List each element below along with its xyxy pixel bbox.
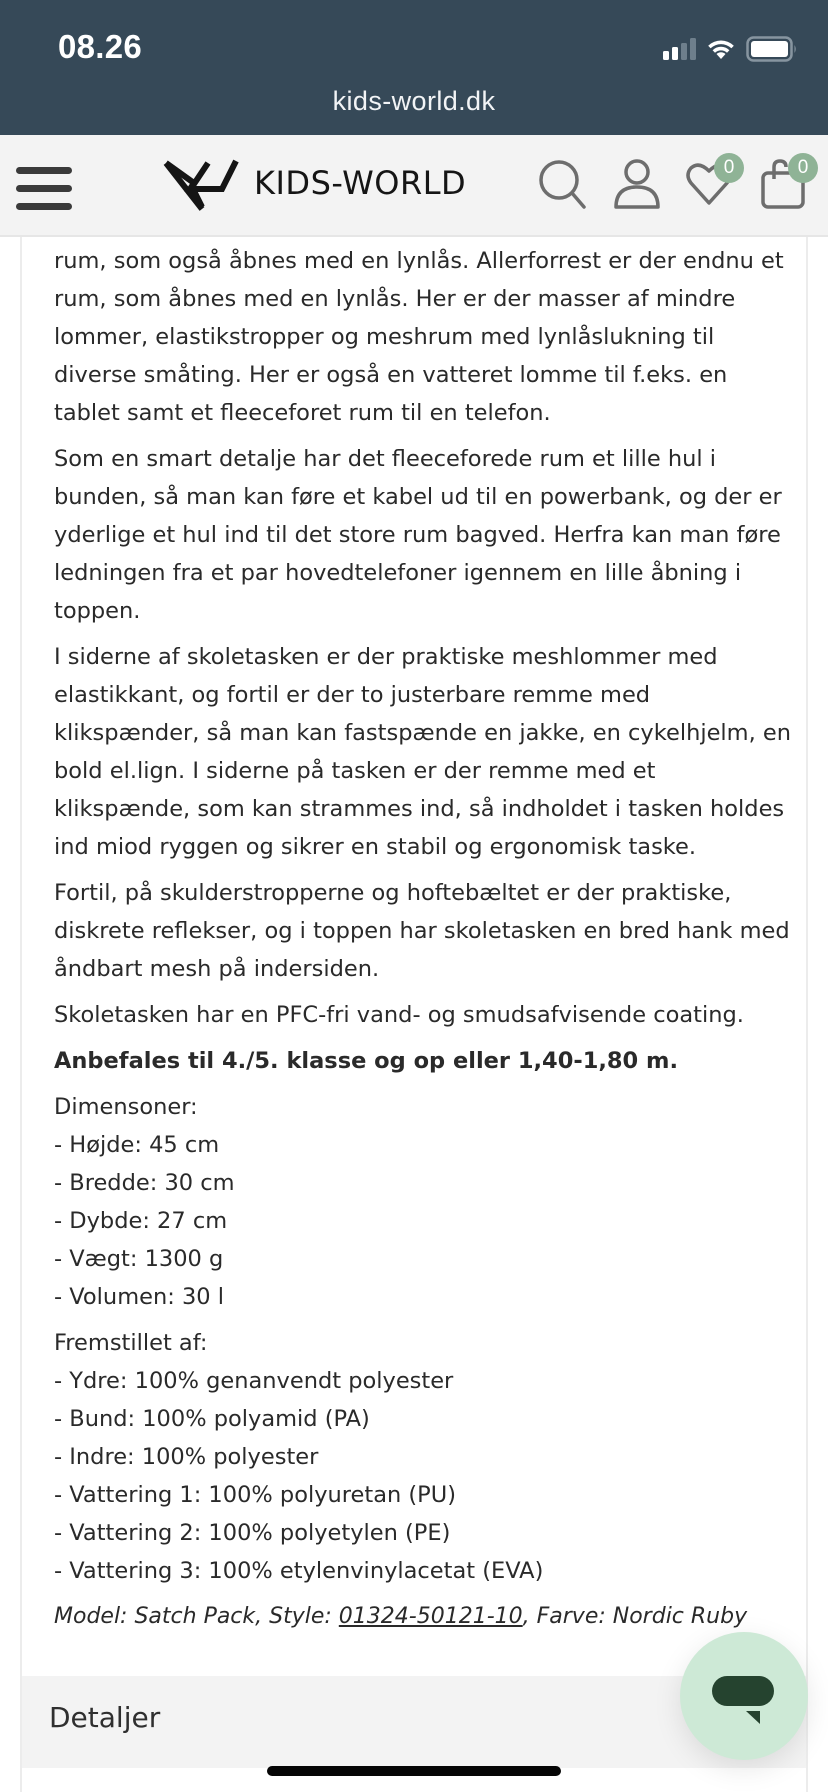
- chat-button[interactable]: [680, 1632, 808, 1760]
- material-item: - Vattering 3: 100% etylenvinylacetat (EVA): [54, 1558, 544, 1584]
- description-paragraph: Som en smart detalje har det fleeceforede rum et lille hul i bunden, så man kan føre et kabel ud til en powerbank, og der er yderlige et hul ind til det store rum bagved. Herfra kan man føre ledningen fra et par hovedtelefoner igennem en lille åbning i toppen.: [54, 446, 782, 624]
- cart-count-badge: 0: [788, 153, 818, 183]
- address-bar-url[interactable]: kids-world.dk: [332, 86, 496, 116]
- material-item: - Vattering 2: 100% polyetylen (PE): [54, 1520, 451, 1546]
- wishlist-count-badge: 0: [714, 153, 744, 183]
- materials-heading: Fremstillet af:: [54, 1330, 208, 1356]
- status-icons: [663, 36, 798, 62]
- wishlist-button[interactable]: [684, 153, 740, 215]
- account-button[interactable]: [610, 153, 666, 215]
- site-header: [0, 135, 828, 237]
- model-suffix: , Farve: Nordic Ruby: [522, 1604, 748, 1629]
- description-paragraph: rum, som også åbnes med en lynlås. Allerforrest er der endnu et rum, som åbnes med en lynlås. Her er der masser af mindre lommer, elastikstropper og meshrum med lynlåslukning til diverse småting. Her er også en vatteret lomme til f.eks. en tablet samt et fleeceforet rum til en telefon.: [54, 248, 784, 426]
- description-paragraph: I siderne af skoletasken er der praktiske meshlommer med elastikkant, og fortil er der to justerbare remme med klikspænder, så man kan fastspænde en jakke, en cykelhjelm, en bold el.lign. I siderne på tasken er der remme med et klikspænde, som kan strammes ind, så indholdet i tasken holdes ind miod ryggen og sikrer en stabil og ergonomisk taske.: [54, 644, 791, 860]
- dimension-item: - Vægt: 1300 g: [54, 1246, 224, 1272]
- chat-bubble-icon: [712, 1676, 776, 1724]
- cellular-signal-icon: [663, 38, 696, 60]
- product-description: [54, 237, 794, 1644]
- material-item: - Vattering 1: 100% polyuretan (PU): [54, 1482, 457, 1508]
- materials-block: [54, 1324, 794, 1590]
- hamburger-icon: [16, 167, 72, 174]
- brand-logo[interactable]: [162, 153, 466, 213]
- dimensions-heading: Dimensoner:: [54, 1094, 198, 1120]
- material-item: - Indre: 100% polyester: [54, 1444, 319, 1470]
- description-paragraph: Fortil, på skulderstropperne og hoftebæltet er der praktiske, diskrete reflekser, og i toppen har skoletasken en bred hank med åndbart mesh på indersiden.: [54, 880, 790, 982]
- search-icon: [536, 157, 592, 213]
- status-time: 08.26: [58, 28, 143, 65]
- account-icon: [610, 157, 666, 213]
- home-indicator[interactable]: [267, 1766, 561, 1776]
- browser-top-band: [0, 0, 828, 135]
- material-item: - Bund: 100% polyamid (PA): [54, 1406, 370, 1432]
- kids-world-logo-icon: [162, 153, 242, 213]
- model-prefix: Model: Satch Pack, Style:: [54, 1604, 339, 1629]
- brand-name: KIDS-WORLD: [254, 164, 467, 202]
- model-info: [54, 1598, 794, 1636]
- description-paragraph: Skoletasken har en PFC-fri vand- og smudsafvisende coating.: [54, 1002, 744, 1028]
- age-recommendation: Anbefales til 4./5. klasse og op eller 1,40-1,80 m.: [54, 1048, 679, 1074]
- wifi-icon: [706, 38, 736, 60]
- header-actions: [536, 153, 814, 215]
- menu-button[interactable]: [16, 161, 74, 211]
- battery-icon: [746, 36, 798, 62]
- details-label: Detaljer: [49, 1701, 161, 1734]
- dimension-item: - Højde: 45 cm: [54, 1132, 220, 1158]
- cart-button[interactable]: [758, 153, 814, 215]
- style-number-link[interactable]: 01324-50121-10: [338, 1604, 523, 1629]
- material-item: - Ydre: 100% genanvendt polyester: [54, 1368, 454, 1394]
- dimensions-block: [54, 1088, 794, 1316]
- dimension-item: - Dybde: 27 cm: [54, 1208, 228, 1234]
- dimension-item: - Bredde: 30 cm: [54, 1170, 235, 1196]
- dimension-item: - Volumen: 30 l: [54, 1284, 224, 1310]
- search-button[interactable]: [536, 153, 592, 215]
- product-description-card: [20, 237, 808, 1677]
